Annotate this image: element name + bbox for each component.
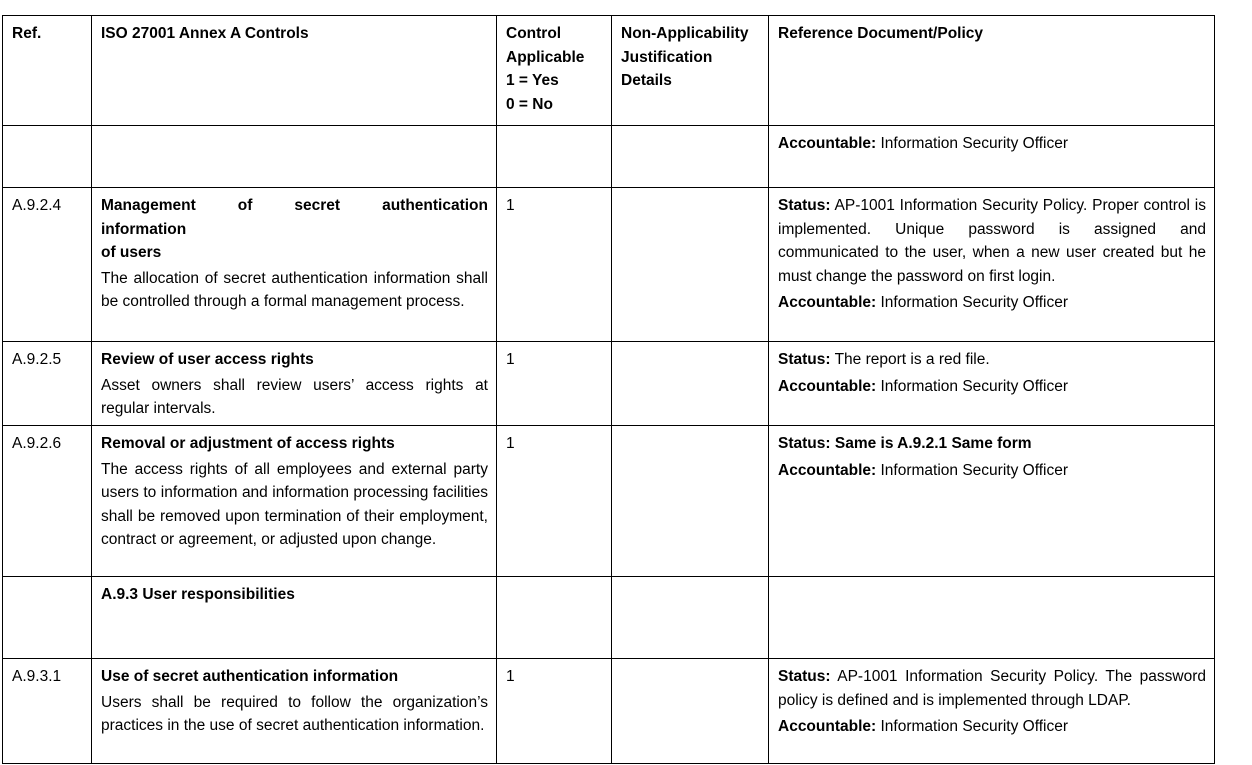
cell-applicable — [497, 577, 612, 659]
cell-reference — [769, 126, 1215, 188]
table-row — [3, 659, 1215, 764]
header-controls: ISO 27001 Annex A Controls — [92, 16, 497, 126]
cell-applicable: 1 — [497, 659, 612, 764]
control-title: Removal or adjustment of access rights — [101, 435, 395, 452]
control-title-continued: of users — [101, 244, 162, 261]
cell-reference — [769, 342, 1215, 426]
cell-justification — [612, 659, 769, 764]
accountable-value: Information Security Officer — [880, 135, 1069, 152]
cell-control — [92, 188, 497, 342]
header-applicable-line3: 1 = Yes — [506, 72, 559, 89]
cell-control — [92, 577, 497, 659]
cell-justification — [612, 426, 769, 577]
header-ref: Ref. — [3, 16, 92, 126]
accountable-label: Accountable: — [778, 377, 877, 395]
section-row — [3, 577, 1215, 659]
cell-reference — [769, 188, 1215, 342]
status-value: AP-1001 Information Security Policy. Proper control is implemented. Unique password is assigned and communicated to the user, when a new user created but he must change the password on first login. — [778, 197, 1206, 285]
cell-applicable: 1 — [497, 342, 612, 426]
status-line — [778, 432, 1206, 456]
statement-of-applicability-table — [2, 15, 1215, 764]
cell-reference — [769, 426, 1215, 577]
cell-reference — [769, 659, 1215, 764]
status-label: Status: — [778, 197, 831, 214]
table-header-row — [3, 16, 1215, 126]
cell-applicable — [497, 126, 612, 188]
control-description: Asset owners shall review users’ access rights at regular intervals. — [101, 376, 488, 417]
accountable-line — [778, 132, 1206, 156]
header-reference-document: Reference Document/Policy — [769, 16, 1215, 126]
cell-ref — [3, 577, 92, 659]
status-line — [778, 194, 1206, 288]
header-applicable-line2: Applicable — [506, 48, 585, 66]
header-na-line2: Justification — [621, 48, 713, 66]
cell-control — [92, 659, 497, 764]
header-applicable-line1: Control — [506, 25, 562, 42]
cell-ref: A.9.2.5 — [3, 342, 92, 426]
cell-justification — [612, 577, 769, 659]
accountable-label: Accountable: — [778, 718, 877, 735]
accountable-label: Accountable: — [778, 294, 877, 311]
status-label: Status: — [778, 351, 831, 368]
accountable-label: Accountable: — [778, 135, 877, 152]
cell-justification — [612, 126, 769, 188]
accountable-line — [778, 375, 1206, 399]
control-description: The access rights of all employees and external party users to information and information processing facilities shall be removed upon termination of their employment, contract or agreement, or adjusted upon change. — [101, 460, 488, 548]
control-description: The allocation of secret authentication information shall be controlled through a formal management process. — [101, 269, 488, 310]
status-line — [778, 348, 1206, 372]
cell-ref: A.9.3.1 — [3, 659, 92, 764]
cell-ref — [3, 126, 92, 188]
cell-justification — [612, 188, 769, 342]
cell-ref: A.9.2.4 — [3, 188, 92, 342]
status-value: Same is A.9.2.1 Same form — [834, 435, 1032, 452]
cell-control — [92, 426, 497, 577]
status-value: The report is a red file. — [834, 351, 990, 368]
accountable-value: Information Security Officer — [880, 377, 1069, 395]
accountable-line — [778, 291, 1206, 315]
table-row — [3, 342, 1215, 426]
status-label: Status: — [778, 435, 831, 452]
accountable-label: Accountable: — [778, 461, 877, 479]
cell-control — [92, 126, 497, 188]
status-value: AP-1001 Information Security Policy. The password policy is defined and is implemented through LDAP. — [778, 668, 1207, 709]
control-title: Review of user access rights — [101, 351, 314, 368]
header-na-line3: Details — [621, 72, 672, 89]
control-title: Use of secret authentication information — [101, 668, 399, 685]
control-description: Users shall be required to follow the organization’s practices in the use of secret authentication information. — [101, 693, 488, 734]
cell-justification — [612, 342, 769, 426]
header-control-applicable — [497, 16, 612, 126]
cell-applicable: 1 — [497, 188, 612, 342]
cell-reference — [769, 577, 1215, 659]
cell-ref: A.9.2.6 — [3, 426, 92, 577]
accountable-line — [778, 459, 1206, 483]
header-non-applicability — [612, 16, 769, 126]
status-line — [778, 665, 1206, 712]
accountable-line — [778, 715, 1206, 739]
control-title: Management of secret authentication information — [101, 197, 488, 238]
section-title: A.9.3 User responsibilities — [101, 586, 295, 603]
table-row — [3, 188, 1215, 342]
accountable-value: Information Security Officer — [880, 718, 1069, 735]
accountable-value: Information Security Officer — [880, 294, 1069, 311]
header-na-line1: Non-Applicability — [621, 25, 749, 42]
table-row-continuation — [3, 126, 1215, 188]
accountable-value: Information Security Officer — [880, 461, 1069, 479]
table-row — [3, 426, 1215, 577]
status-label: Status: — [778, 668, 831, 685]
cell-applicable: 1 — [497, 426, 612, 577]
header-applicable-line4: 0 = No — [506, 95, 553, 113]
cell-control — [92, 342, 497, 426]
